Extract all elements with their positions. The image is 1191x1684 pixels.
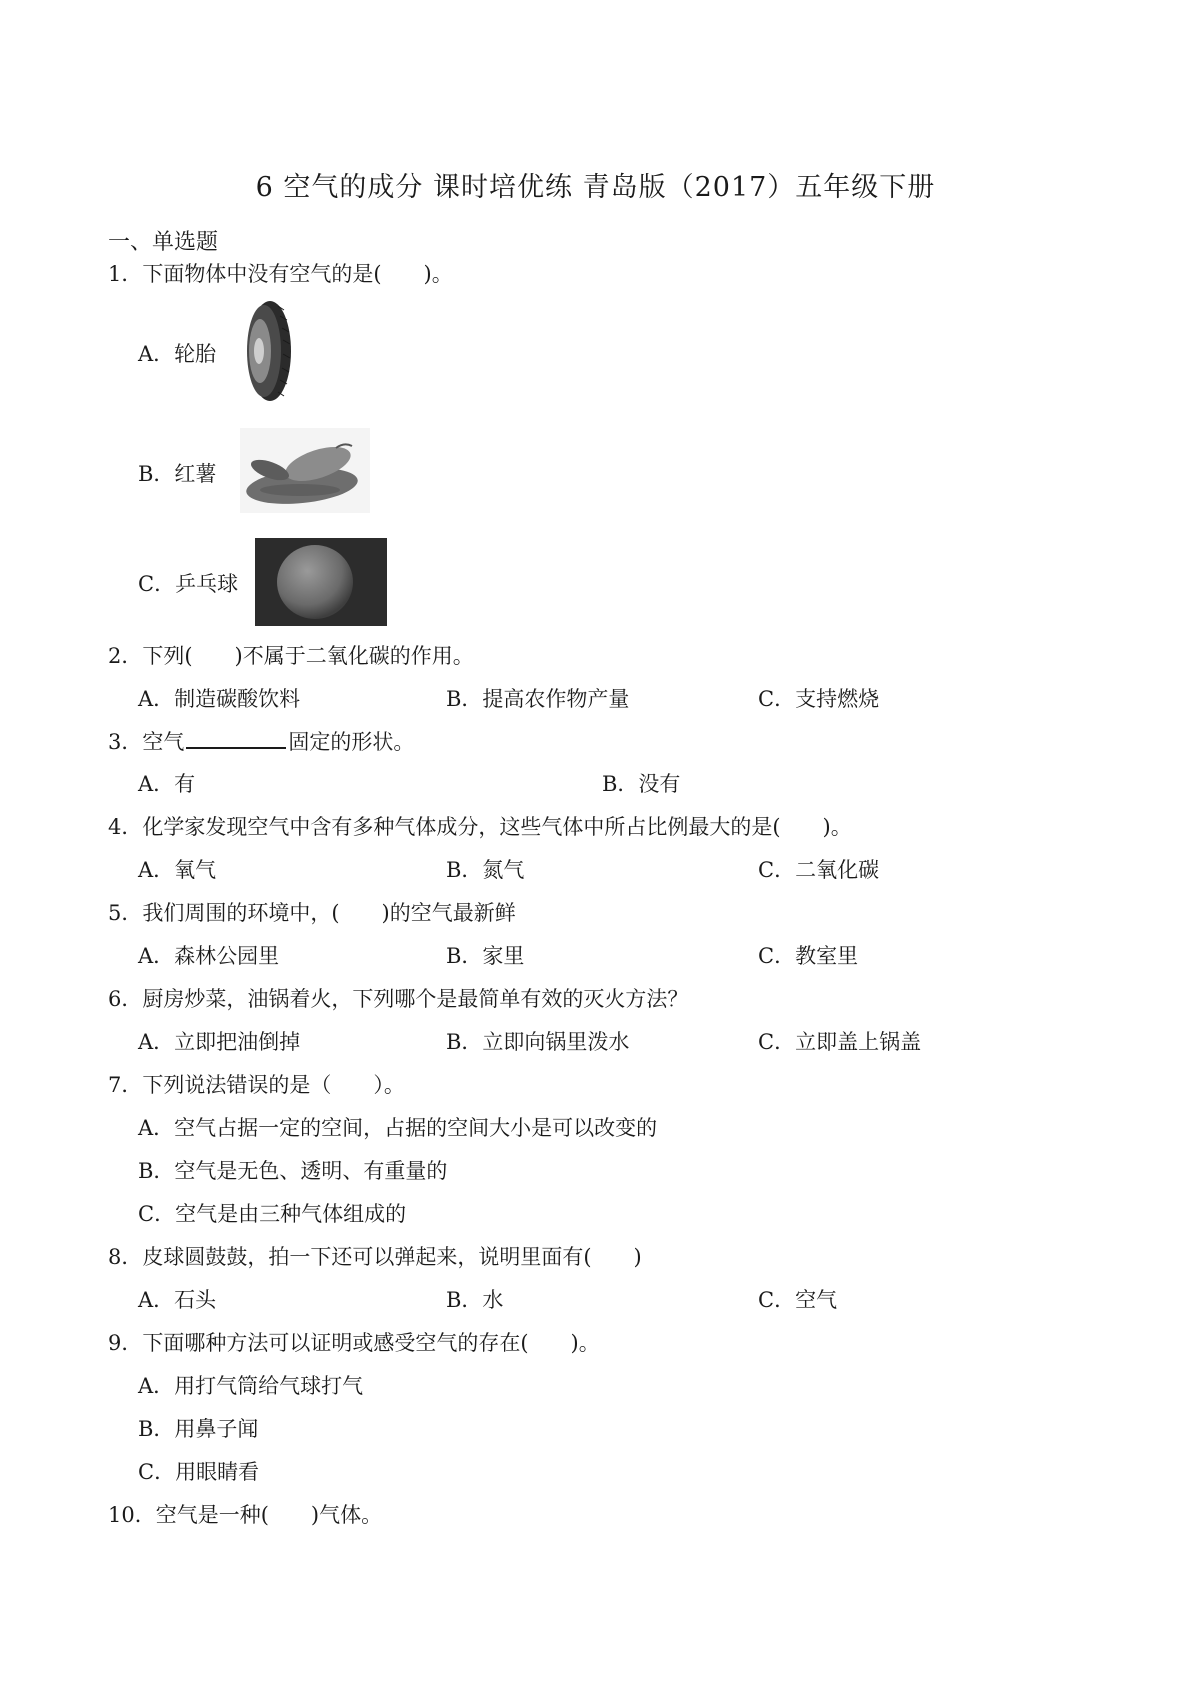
q1-option-a: A．轮胎 [138, 342, 217, 366]
question-10: 10．空气是一种( )气体。 [108, 1503, 383, 1527]
q2-option-c: C．支持燃烧 [758, 687, 880, 711]
q6-option-b: B．立即向锅里泼水 [446, 1030, 630, 1054]
question-6: 6．厨房炒菜，油锅着火，下列哪个是最简单有效的灭火方法？ [108, 987, 689, 1011]
q4-option-a: A．氧气 [138, 858, 217, 882]
sweet-potato-image [240, 428, 370, 513]
q3-stem-after: 固定的形状。 [288, 730, 415, 754]
q5-option-b: B．家里 [446, 944, 525, 968]
tire-image [240, 300, 292, 402]
question-1: 1．下面物体中没有空气的是( )。 [108, 262, 453, 286]
q2-option-b: B．提高农作物产量 [446, 687, 630, 711]
q8-option-b: B．水 [446, 1288, 504, 1312]
question-2: 2．下列( )不属于二氧化碳的作用。 [108, 644, 474, 668]
q4-option-c: C．二氧化碳 [758, 858, 880, 882]
q7-option-c: C．空气是由三种气体组成的 [138, 1202, 407, 1226]
answer-blank [186, 729, 286, 749]
q3-stem-before: 3．空气 [108, 730, 185, 754]
question-3 [108, 726, 414, 756]
q3-option-a: A．有 [138, 772, 196, 796]
q9-option-a: A．用打气筒给气球打气 [138, 1374, 364, 1398]
q9-option-b: B．用鼻子闻 [138, 1417, 259, 1441]
q2-option-a: A．制造碳酸饮料 [138, 687, 301, 711]
q7-option-a: A．空气占据一定的空间，占据的空间大小是可以改变的 [138, 1116, 658, 1140]
page-title: 6 空气的成分 课时培优练 青岛版（2017）五年级下册 [255, 172, 936, 203]
section-heading: 一、单选题 [108, 230, 219, 255]
question-8: 8．皮球圆鼓鼓，拍一下还可以弹起来，说明里面有( ) [108, 1245, 642, 1269]
q3-option-b: B．没有 [602, 772, 681, 796]
q1-option-b: B．红薯 [138, 462, 217, 486]
q8-option-c: C．空气 [758, 1288, 838, 1312]
q5-option-c: C．教室里 [758, 944, 859, 968]
q8-option-a: A．石头 [138, 1288, 217, 1312]
q4-option-b: B．氮气 [446, 858, 525, 882]
question-7: 7．下列说法错误的是（ ）。 [108, 1073, 405, 1097]
q6-option-c: C．立即盖上锅盖 [758, 1030, 922, 1054]
ping-pong-ball-image [255, 538, 387, 626]
q1-option-c: C．乒乓球 [138, 572, 239, 596]
q5-option-a: A．森林公园里 [138, 944, 280, 968]
question-5: 5．我们周围的环境中，( )的空气最新鲜 [108, 901, 516, 925]
q6-option-a: A．立即把油倒掉 [138, 1030, 301, 1054]
question-9: 9．下面哪种方法可以证明或感受空气的存在( )。 [108, 1331, 600, 1355]
q7-option-b: B．空气是无色、透明、有重量的 [138, 1159, 448, 1183]
question-4: 4．化学家发现空气中含有多种气体成分，这些气体中所占比例最大的是( )。 [108, 815, 852, 839]
q9-option-c: C．用眼睛看 [138, 1460, 260, 1484]
